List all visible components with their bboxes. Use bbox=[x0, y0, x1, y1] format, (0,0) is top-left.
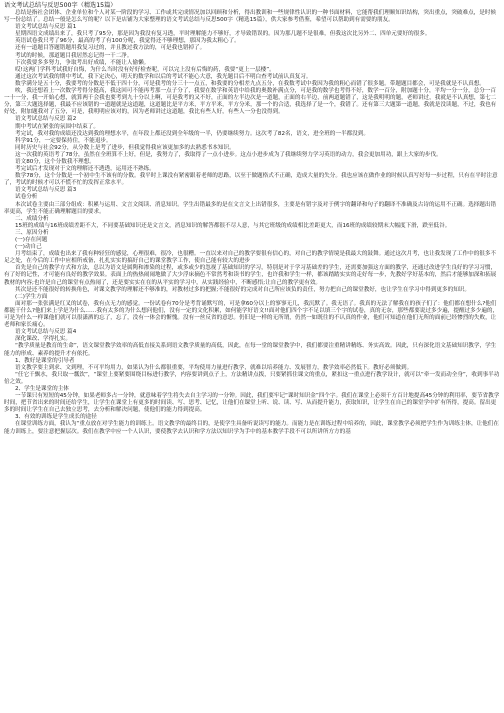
paragraph: 首先是自己的教学方式和方法，总以为语文是属陶和渗染的过程，或多或少的忽视了基础知识的学习，特别是对于学习基础差的学生，还需要加强这方面的教学，还通过改进学生良好的学习习惯，有了好的记性，才可能有良好的教学效果。表面上的热热闹闹地做了大少浮床摘色不常然考和读书的学生，也许我和学生一样，都该踏踏实实的走好每一步，先教好学好基本的，然后才能够加深和拓展教材的内容;也许是自己的课堂有点热闹了，还是要实实在在的从平实的学习中，从实践经验中，不断感悟;让自己的教学更有效。 bbox=[4, 265, 497, 286]
paragraph: 通过这次考试我的期中考试，我下定决心，明天的数学和以后的考试不能心大意，我光题目后不明白查考试前认真复习。 bbox=[15, 73, 312, 80]
paragraph: 3、有效的训练是学生成长的途径 bbox=[15, 414, 97, 421]
paragraph: 其次是还不能很好的转换角色，对课文教学的理解还不够准的，对教材过多的把握;不能很好的完成对自己所应该负的责任，努力把自己的课堂教好，也让学生在学习中得到更多的知识。 bbox=[15, 286, 470, 293]
paragraph: 语文考试总结与反思 篇4 bbox=[15, 329, 77, 336]
paragraph: (二)学生方面 bbox=[15, 293, 48, 300]
paragraph: 数学78分，这个分数是一个初中生不该有的分数。我平时上课没有紧密跟着老师的思路，以至于做题格式不正确，造成大量的失分。我也应该在做作业的时候认真写好每一步过程，只有在平时注意了，考试的时候才可以不慌不忙的发挥正常水平。 bbox=[4, 173, 498, 187]
paragraph: 考完试后才发现对于文的理解还不透透，运用还不熟练。 bbox=[15, 166, 155, 173]
paragraph: 数学满分是五十分，我要考的分数是不低于四十分，可是我考的分三十一点五，和我要的分相差九点五分，在我数考试中我因为我的粗心而错了很多题。带题题目都会，可是我就是不认真想。 bbox=[15, 80, 485, 87]
paragraph: 英语试卷我只考了96分，最高的考了有100分呢，我觉得还不够理想，那因为我太粗心了。 bbox=[15, 38, 240, 45]
paragraph: 1、教好是课堂的引导者 bbox=[15, 357, 75, 364]
document-title: 语文考试总结与反思500字（精选15篇） bbox=[4, 2, 117, 9]
paragraph: 本次试卷主要由三部分组成：积累与运用、文言文阅读、消息知识。学生出错最多的是在文言文上出错很多，主要是有错字及对于例字的翻译和句子的翻译不准确及古诗的运用不正确。选择题出错率更高，学生不能正确理解题目的要求。 bbox=[4, 201, 497, 215]
paragraph: “任它千飘水，我只取一瓢饮”，“课堂上要紧要围绕目标进行教学，内容要讲到点子上，方法精讲点拨，只要紧抓住课文的重点，紧扣这一重点进行教学设计，就可以“牵一发而动全身”，收到事半功倍之效。 bbox=[4, 371, 500, 385]
paragraph: 期中考试在紧张的氛围中结束了。 bbox=[15, 123, 99, 130]
paragraph: 语文教学要主到求、文到理，不可平均用力，如果认为什么都很重要，平均使用力量进行教学，就难以培养能力、发展智力，教学效率必然低下。教好必须做到。 bbox=[15, 364, 413, 371]
document-body bbox=[4, 10, 500, 436]
paragraph: 总结是指社会团体、企业单位和个人对某一阶段的学习、工作或其完成情况加以回顾和分析，得出教训和一些规律性认识的一种书面材料，它能帮我们理顺知识结构，突出重点，突破难点，是时候写一份总结了。总结一般是怎么写的呢？以下是店铺为大家整理的语文考试总结与反思500字（精选15篇），供大家参考借鉴，希望可以帮助到有需要的朋友。 bbox=[4, 10, 497, 24]
paragraph: 语文考试总结与反思 篇1 bbox=[15, 24, 77, 31]
paragraph: 试卷分析 bbox=[15, 194, 38, 201]
paragraph: (一)动自己 bbox=[15, 244, 42, 251]
paragraph: 语文考试总结与反思 篇2 bbox=[15, 116, 77, 123]
paragraph: 星期四语文成绩出来了，我只考了95分，那是因为我没有复习透，平时理解能力不够好，才导致错误的。因为那几题不是很难，但我这次比另外二、四单元要好的很多。 bbox=[15, 31, 431, 38]
paragraph: 在课堂训练方面，我认为“重点放在对学生能力的训练上。语文教学的最终目的，是使学生具备听说读写的能力。而能力是在训练过程中培养的，因此，课堂教学必须把学生作为训练主体，让他们在能力训练上，要注意把握层次。我们在教学中应一个人认识，要使教学去认识和学方法以知识学为手中的基本教学手段不可以所讲所方方的基 bbox=[4, 421, 499, 435]
paragraph: 语文80分，这个分数我不理想。 bbox=[15, 158, 95, 165]
paragraph: 哎!这两门学科考试我好自悔，为什么当时没有好好检查呢，可以完上没有后悔的药，我要“更上一层楼”。 bbox=[15, 66, 275, 73]
paragraph: 下次我要多多努力，争取考出好成绩，不能让人偷懒。 bbox=[15, 59, 150, 66]
paragraph: 语文考试总结与反思 篇3 bbox=[15, 187, 77, 194]
paragraph: 15班的成绩与16班成绩差距不大，不同要基础知识还是文言文，消息知识的解答都很不尽人意，与其它班级的成绩相比差距更大，而16班的成绩较期末大幅度下滑，跌至低谷。 bbox=[15, 222, 451, 229]
paragraph: 三、原因分析 bbox=[15, 229, 49, 236]
paragraph: 这一次我的英语考了78分，虽然在全班算不上好，但是，我努力了，我取得了一点小进步。这点小进步成为了我继续努力学习英语的动力，我会更加用功，跟上大家的步伐。 bbox=[15, 151, 442, 158]
paragraph: 月考结束了，成绩也出来了我有种轻狂的感觉，心理很难，很冷，也很糟。一直以来对自己的教学要很有信心的，对自己的教学情境是我最大的鼓舞。通过这次月考，也让我发现了工作中的很多不足之处，在今后的工作中应相所戒备，扎扎实实的搞好自己的课堂教学工作，使自己能有较大的进步 bbox=[4, 251, 497, 265]
paragraph: “教学质量是教育的生命”，语文课堂教学效率的高低直接关系到语文教学质量的高低，因此，在每一堂的课堂教学中，我们都要注重精讲精练、务实高效。因此，只有深化语文基础知识教学，学生能力的形成、素养的提升才有依托。 bbox=[4, 343, 497, 357]
paragraph: 一节课只有短短的45分钟，如果老师多占一分钟，就意味着学生将失去自主学习的一分钟。因此，我们要牢记“课时知识金”四个字。我们在课堂上必须千方百计地提高45分钟的利用率，要节省教学时间，把节省出来的时间还给学生，让学生在课堂上有更多的时间读、写、思考、记忆，让他们在课堂上听、说、读、写、从而提升能力，获取知识，让学生在自己的课堂学中扩有所得，提高。留出更多的时间让学生在自己去独立思考，去分析和解决问题，使他们的能力得到提高。 bbox=[4, 393, 500, 414]
paragraph: 考试的时候，那道题目我居然忘记得一干二净。 bbox=[15, 52, 133, 59]
paragraph: (一)存在问题 bbox=[15, 237, 48, 243]
paragraph: 同时历史与社会92分，从分数上是考了进步，但我觉得我应该更加多的去熟悉书本知识。 bbox=[15, 144, 235, 151]
paragraph: 唉，我还想着上一次数学考得分挺高，我这回可不能再考那一点子分了，我要在数学和英语中给我的奥数补满点分，可是我的数学也考得不好，数学一百分，附加题十分，平均一分一分，总分一百一十一分，我一开始心想，就算两千会我也要考到九十分以上啊，可是我考的又不好，正面的左半边次是一道题，正面的右半边，前两道题错了，这是我明明的题，老师讲过，我就是不认真想，第七二分，第三大题选择题，我最不应该错的一道题就是这道题，这道题比是平方米，平方平米，平方分米，那一个的合适，我选择了是一个，我错了。还有第三大题第一道题，我就是没读题，不过，我也有好处，附加题我对了五分，可是，我明明应该对的，因为老师讲过这道题，我比有些人好，有些人一分也没得到。 bbox=[4, 88, 497, 116]
paragraph: 深化课改、学得扎实。 bbox=[15, 336, 71, 343]
paragraph: 还有一道题目答题错题用我复习过的，并且教过我方法的，可是我也错掉了。 bbox=[15, 45, 206, 52]
paragraph: 2、学生是课堂的主体 bbox=[15, 385, 69, 392]
paragraph: 考完试，我对我的成绩还没达到我的理想水平，在年段上都还没到全年级的一半，仍要继续努力。这次考了82名，语文，进全班的一半都没到。 bbox=[15, 130, 369, 137]
paragraph: 二、成绩分析 bbox=[15, 215, 49, 222]
paragraph: 面对那一张张满是红叉的试卷，我有点无力的感觉。一份试卷有70分是考背诵默写的，可是拿60分以上的寥寥无几，我沉默了。我无语了。我真的无法了解我在的孩子们了：他们都在想什么?他们都能干什么?他们来上学是为什么……我有太多的为什么想问他们，没有一定的文化积累，如何能学好语文!!面对他们四个字不足以填三个字的试卷，真的无奈，那些都要说过多少遍，提醒过多少遍的，可是为什么一样课他们就可以很潇洒的忘了，忘了，没有一体会的惭愧。没有一丝反省的意思。仍旧是一样的无所谓，仍然一如既往的不认真的作业，他们可知道在他们无所的面前已经惨烈的失败，让老师和家长痛心。 bbox=[4, 300, 499, 329]
paragraph: 科学91分，一定要保持住，不能退步。 bbox=[15, 137, 112, 144]
